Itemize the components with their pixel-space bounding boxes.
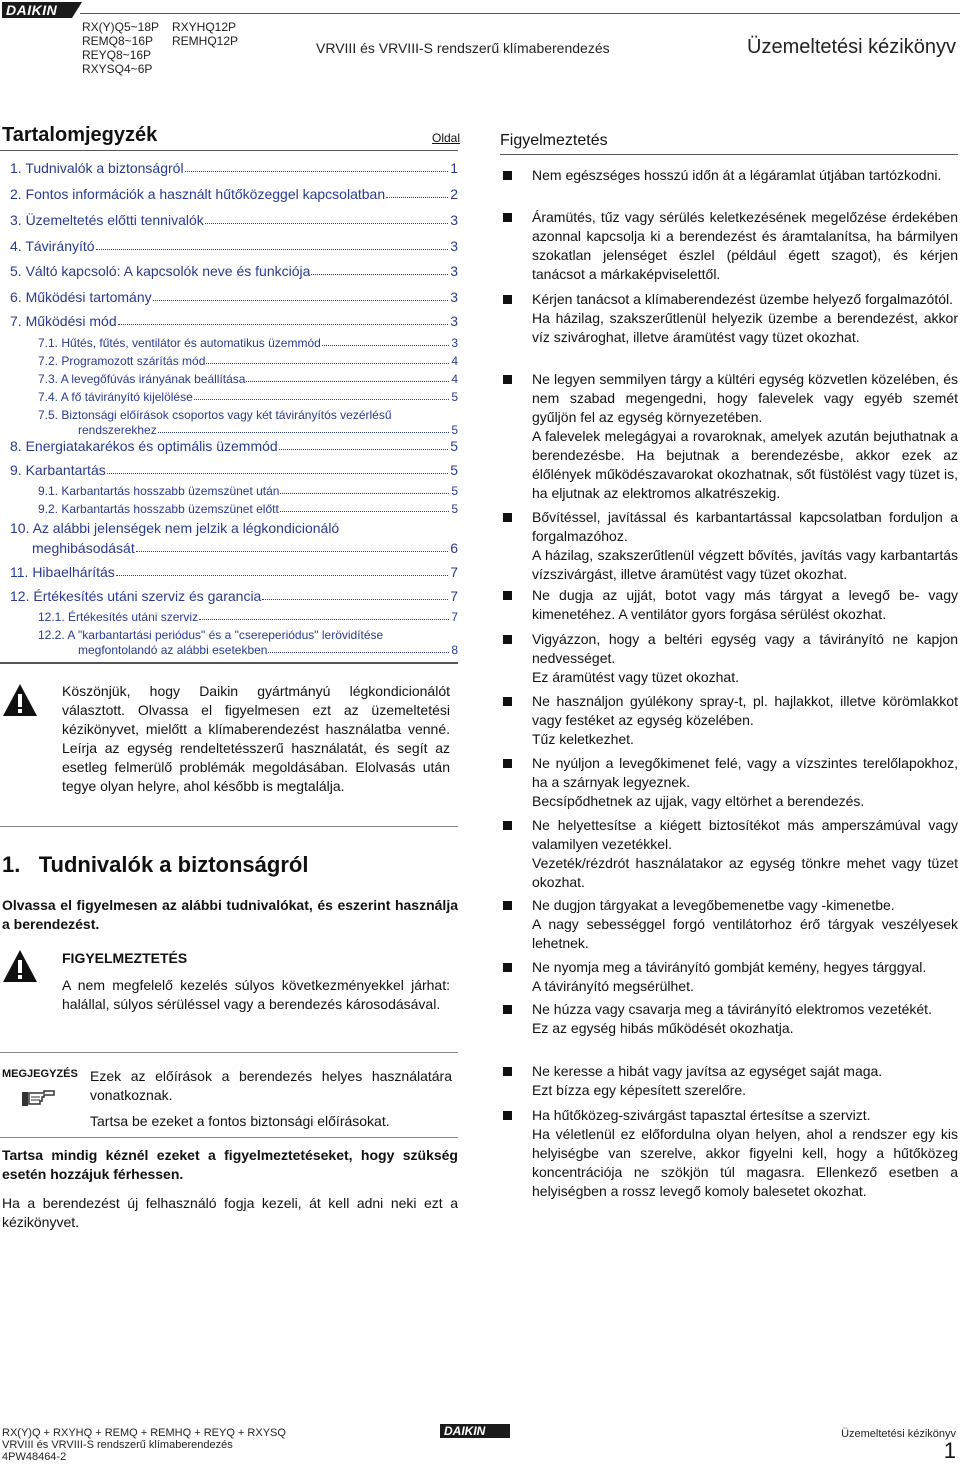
footer-meta (2, 1427, 286, 1463)
warning-item (500, 290, 958, 347)
warning-paragraph: Áramütés, tűz vagy sérülés keletkezésének megelőzése érdekében azonnal kapcsolja ki a berendezést és áramtalanítsa, ha bármilyen szokatlan jelenséget észlel (például égett szagot), és kérjen tanácsot a márkaképviselettől. (532, 209, 958, 282)
warning-paragraph: Becsípődhetnek az ujjak, vagy eltörhet a berendezés. (532, 793, 865, 809)
toc-entry-page: 2 (450, 186, 458, 202)
warning-paragraph: Tűz keletkezhet. (532, 731, 634, 747)
footer-subtitle: VRVIII és VRVIII-S rendszerű klímaberendezés (2, 1439, 233, 1451)
bullet-square-icon (503, 821, 512, 830)
header-doc-type: Üzemeltetési kézikönyv (747, 36, 956, 58)
toc-entry-label: 7.3. A levegőfúvás irányának beállítása (38, 372, 246, 386)
toc-leader-dots (153, 300, 449, 301)
warning-item-text (532, 630, 958, 687)
warning-paragraph: Ez az egység hibás működését okozhatja. (532, 1020, 794, 1036)
warning-item-text (532, 586, 958, 624)
model-list-1 (82, 20, 159, 76)
warning-item-text (532, 290, 958, 347)
warning-item (500, 754, 958, 811)
warning-item (500, 208, 958, 284)
daikin-logo: DAIKIN (2, 2, 72, 18)
toc-entry-label: 7.1. Hűtés, fűtés, ventilátor és automatikus üzemmód (38, 336, 321, 350)
toc-entry[interactable] (38, 610, 458, 624)
toc-entry-label: 1. Tudnivalók a biztonságról (10, 160, 184, 176)
toc-entry[interactable] (10, 462, 458, 478)
handover-text: Ha a berendezést új felhasználó fogja kezeli, át kell adni neki ezt a kézikönyvet. (2, 1195, 458, 1230)
warning-paragraph: Ne nyomja meg a távirányító gombját kemény, hegyes tárggyal. (532, 959, 927, 975)
warning-item (500, 508, 958, 584)
toc-entry[interactable] (38, 628, 458, 642)
section-lead: Olvassa el figyelmesen az alábbi tudnivalókat, és eszerint használja a berendezést. (2, 897, 458, 932)
warning-title: FIGYELMEZTETÉS (62, 950, 188, 966)
toc-entry[interactable] (38, 390, 458, 404)
warning-item (500, 1062, 958, 1100)
toc-entry[interactable] (38, 354, 458, 368)
toc-entry-page: 6 (450, 540, 458, 556)
warning-paragraph: Ne dugja az ujját, botot vagy más tárgyat a levegő be- vagy kimenetéhez. A ventilátor gyors forgása sérülést okozhat. (532, 587, 958, 622)
toc-leader-dots (199, 619, 449, 620)
divider (0, 1052, 458, 1053)
toc-entry[interactable] (10, 520, 458, 536)
toc-entry[interactable] (10, 186, 458, 202)
toc-leader-dots (268, 652, 449, 653)
bullet-square-icon (503, 171, 512, 180)
toc-leader-dots (96, 249, 449, 250)
toc-entry-page: 3 (451, 336, 458, 350)
bullet-square-icon (503, 1111, 512, 1120)
pointing-hand-icon (22, 1086, 56, 1110)
toc-entry-page: 5 (450, 438, 458, 454)
toc-entry-label: 12.2. A "karbantartási periódus" és a "csereperiódus" lerövidítése (38, 628, 384, 642)
warning-item-text (532, 816, 958, 892)
warning-paragraph: Ha hűtőközeg-szivárgást tapasztal értesítse a szervizt. (532, 1107, 871, 1123)
toc-entry[interactable] (10, 438, 458, 454)
toc-entry[interactable] (10, 238, 458, 254)
warning-item (500, 896, 958, 953)
toc-entry-label: rendszerekhez (78, 423, 157, 437)
warning-paragraph: Ne használjon gyúlékony spray-t, pl. hajlakkot, illetve körömlakkot vagy festéket az egység közelében. (532, 693, 958, 728)
toc-leader-dots (136, 551, 448, 552)
toc-entry-page: 5 (451, 484, 458, 498)
toc-entry-page: 7 (451, 610, 458, 624)
toc-entry-page: 8 (451, 643, 458, 657)
header-rule (80, 13, 960, 14)
divider (0, 1137, 458, 1138)
toc-entry-page: 5 (451, 423, 458, 437)
warning-paragraph: A házilag, szakszerűtlenül végzett bővítés, javítás vagy karbantartás vízszivárgást, illetve áramütést vagy tüzet okozhat. (532, 547, 958, 582)
warning-item-text (532, 692, 958, 749)
toc-entry-continued[interactable] (78, 643, 458, 657)
toc-entry-page: 7 (450, 588, 458, 604)
toc-entry-label: 6. Működési tartomány (10, 289, 152, 305)
toc-entry-label: 9. Karbantartás (10, 462, 106, 478)
model-item: REMHQ12P (172, 34, 239, 48)
bullet-square-icon (503, 591, 512, 600)
warning-item-text (532, 958, 958, 996)
toc-entry-page: 4 (451, 354, 458, 368)
warning-item (500, 816, 958, 892)
toc-leader-dots (279, 449, 449, 450)
warning-icon (2, 682, 38, 718)
warning-item-text (532, 370, 958, 503)
toc-entry-label: 3. Üzemeltetés előtti tennivalók (10, 212, 204, 228)
toc-entry-label: 7.5. Biztonsági előírások csoportos vagy két távirányítós vezérlésű (38, 408, 392, 422)
model-item: RXYSQ4~6P (82, 62, 153, 76)
toc-entry[interactable] (38, 502, 458, 516)
toc-entry-label: 4. Távirányító (10, 238, 95, 254)
section-number: 1. (2, 852, 21, 877)
section-title: Tudnivalók a biztonságról (38, 852, 309, 877)
toc-entry-label: 7.2. Programozott szárítás mód (38, 354, 206, 368)
toc-entry-continued[interactable] (78, 423, 458, 437)
toc-entry[interactable] (10, 212, 458, 228)
warning-item-text (532, 896, 958, 953)
toc-rule (0, 150, 458, 151)
page-number: 1 (943, 1438, 956, 1463)
toc-entry-label: 9.2. Karbantartás hosszabb üzemszünet előtt (38, 502, 279, 516)
toc-leader-dots (205, 223, 448, 224)
note-label: MEGJEGYZÉS (2, 1068, 78, 1080)
warning-paragraph: Nem egészséges hosszú időn át a légáramlat útjában tartózkodni. (532, 167, 942, 183)
bullet-square-icon (503, 963, 512, 972)
toc-entry-page: 4 (451, 372, 458, 386)
toc-entry-page: 3 (450, 212, 458, 228)
toc-entry[interactable] (38, 336, 458, 350)
warning-paragraph: Ne nyúljon a levegőkimenet felé, vagy a vízszintes terelőlapokhoz, ha a szárnyak legyeznek. (532, 755, 958, 790)
keep-handy-text: Tartsa mindig kéznél ezeket a figyelmeztetéseket, hogy szükség esetén hozzájuk férhessen. (2, 1147, 458, 1182)
divider (0, 662, 458, 664)
toc-entry[interactable] (38, 484, 458, 498)
toc-entry-page: 3 (450, 238, 458, 254)
intro-thanks: Köszönjük, hogy Daikin gyártmányú légkondicionálót választott. Olvassa el figyelmesen ezt az üzemeltetési kézikönyvet, mielőtt a klímaberendezést használatba venné. Leírja az egység rendeltetésszerű használatát, és segít az esetleg felmerülő problémák megoldásában. Elolvasás után tegye olyan helyre, ahol később is megtalálja. (62, 683, 450, 794)
toc-title: Tartalomjegyzék (2, 124, 158, 146)
bullet-square-icon (503, 1067, 512, 1076)
bullet-square-icon (503, 1005, 512, 1014)
toc-leader-dots (280, 493, 449, 494)
toc-entry-page: 3 (450, 289, 458, 305)
toc-entry-page: 1 (450, 160, 458, 176)
warning-paragraph: Ne dugjon tárgyakat a levegőbemenetbe vagy -kimenetbe. (532, 897, 895, 913)
toc-entry-page: 5 (451, 390, 458, 404)
toc-entry-label: 5. Váltó kapcsoló: A kapcsolók neve és funkciója (10, 263, 311, 279)
warning-paragraph: Bővítéssel, javítással és karbantartással kapcsolatban forduljon a forgalmazóhoz. (532, 509, 958, 544)
warning-paragraph: A falevelek melegágyai a rovaroknak, amelyek azután bejuthatnak a berendezésbe. Ha bejutnak a berendezésbe, akkor ezek az élőlények működészavarokat okozhatnak, sőt füstölést vagy tüzet is, ha eljutnak az elektromos alkatrészekig. (532, 428, 958, 501)
toc-leader-dots (262, 599, 448, 600)
warning-item (500, 370, 958, 503)
footer-doc-type: Üzemeltetési kézikönyv (841, 1428, 956, 1440)
toc-entry[interactable] (10, 588, 458, 604)
warning-paragraph: Ha házilag, szakszerűtlenül helyezik üzembe a berendezést, akkor víz szivároghat, illetve áramütést vagy tüzet okozhat. (532, 310, 958, 345)
warning-item (500, 692, 958, 749)
toc-leader-dots (116, 575, 448, 576)
header-subtitle: VRVIII és VRVIII-S rendszerű klímaberendezés (316, 40, 610, 56)
model-item: RX(Y)Q5~18P (82, 20, 160, 34)
warning-paragraph: Ez áramütést vagy tüzet okozhat. (532, 669, 739, 685)
toc-entry-continued[interactable] (32, 540, 458, 556)
bullet-square-icon (503, 901, 512, 910)
warning-item-text (532, 754, 958, 811)
toc-entry-label: 2. Fontos információk a használt hűtőközeggel kapcsolatban (10, 186, 386, 202)
bullet-square-icon (503, 513, 512, 522)
warning-item (500, 1106, 958, 1201)
toc-entry-label: megfontolandó az alábbi esetekben (78, 643, 268, 657)
divider (0, 826, 458, 827)
toc-entry-page: 3 (450, 313, 458, 329)
warnings-rule (500, 154, 958, 155)
toc-leader-dots (107, 473, 448, 474)
warning-item-text (532, 208, 958, 284)
toc-entry[interactable] (10, 564, 458, 580)
warning-paragraph: Ezt bízza egy képesített szerelőre. (532, 1082, 746, 1098)
model-item: REYQ8~16P (82, 48, 152, 62)
warning-paragraph: Kérjen tanácsot a klímaberendezést üzembe helyező forgalmazótól. (532, 291, 954, 307)
warning-icon (2, 948, 38, 984)
toc-leader-dots (194, 399, 450, 400)
warning-paragraph: Ne húzza vagy csavarja meg a távirányító elektromos vezetékét. (532, 1001, 932, 1017)
footer-docnum: 4PW48464-2 (2, 1451, 67, 1463)
warning-paragraph: Ne legyen semmilyen tárgy a kültéri egység közvetlen közelében, és nem szabad megengedni, hogy falevelek vagy egyéb szemét gyűljön fel az egység környezetében. (532, 371, 958, 425)
toc-entry[interactable] (10, 289, 458, 305)
warning-item (500, 1000, 958, 1038)
toc-leader-dots (280, 511, 450, 512)
toc-entry-label: 12. Értékesítés utáni szerviz és garancia (10, 588, 262, 604)
bullet-square-icon (503, 213, 512, 222)
toc-entry-label: 12.1. Értékesítés utáni szerviz (38, 610, 199, 624)
toc-leader-dots (206, 363, 449, 364)
warning-text: A nem megfelelő kezelés súlyos következményekkel járhat: halállal, súlyos sérüléssel vagy a berendezés károsodásával. (62, 977, 450, 1012)
toc-leader-dots (185, 171, 449, 172)
warning-paragraph: Ne helyettesítse a kiégett biztosítékot más amperszámúval vagy valamilyen vezetékkel. (532, 817, 958, 852)
bullet-square-icon (503, 295, 512, 304)
warnings-title: Figyelmeztetés (500, 132, 608, 149)
toc-entry-label: meghibásodását (32, 540, 135, 556)
toc-entry-label: 11. Hibaelhárítás (10, 564, 115, 580)
toc-page-label: Oldal (432, 131, 461, 145)
warning-paragraph: A távirányító megsérülhet. (532, 978, 694, 994)
toc-leader-dots (322, 345, 450, 346)
bullet-square-icon (503, 697, 512, 706)
toc-entry-page: 5 (451, 502, 458, 516)
toc-entry-label: 10. Az alábbi jelenségek nem jelzik a légkondicionáló (10, 520, 340, 536)
warning-item-text (532, 508, 958, 584)
toc-entry-label: 8. Energiatakarékos és optimális üzemmód (10, 438, 278, 454)
toc-entry[interactable] (38, 408, 458, 422)
warning-item-text (532, 166, 958, 185)
warning-paragraph: A nagy sebességgel forgó ventilátorhoz érő tárgyak veszélyesek lehetnek. (532, 916, 958, 951)
toc-entry[interactable] (38, 372, 458, 386)
toc-entry-label: 9.1. Karbantartás hosszabb üzemszünet után (38, 484, 280, 498)
model-list-2 (172, 20, 238, 48)
toc-entry-label: 7.4. A fő távirányító kijelölése (38, 390, 193, 404)
footer-daikin-logo: DAIKIN (440, 1424, 510, 1438)
warning-item-text (532, 1000, 958, 1038)
toc-entry-page: 7 (450, 564, 458, 580)
warning-item-text (532, 1106, 958, 1201)
bullet-square-icon (503, 375, 512, 384)
toc-entry[interactable] (10, 160, 458, 176)
bullet-square-icon (503, 635, 512, 644)
note-text-2: Tartsa be ezeket a fontos biztonsági előírásokat. (90, 1113, 390, 1129)
warning-item-text (532, 1062, 958, 1100)
toc-leader-dots (386, 197, 448, 198)
bullet-square-icon (503, 759, 512, 768)
toc-entry[interactable] (10, 263, 458, 279)
note-text-1: Ezek az előírások a berendezés helyes használatára vonatkoznak. (90, 1068, 452, 1103)
warning-paragraph: Ne keresse a hibát vagy javítsa az egységet saját maga. (532, 1063, 883, 1079)
footer-models: RX(Y)Q + RXYHQ + REMQ + REMHQ + REYQ + RXYSQ (2, 1427, 286, 1439)
toc-leader-dots (311, 274, 448, 275)
toc-entry-page: 5 (450, 462, 458, 478)
toc-entry[interactable] (10, 313, 458, 329)
warning-paragraph: Vigyázzon, hogy a beltéri egység vagy a távirányító ne kapjon nedvességet. (532, 631, 958, 666)
toc-leader-dots (158, 432, 450, 433)
section-heading (2, 852, 308, 878)
toc-leader-dots (246, 381, 449, 382)
warning-item (500, 958, 958, 996)
warning-paragraph: Ha véletlenül ez előfordulna olyan helyen, ahol a rendszer egy kis helyiségbe van szerelve, akkor figyelni kell, hogy a hűtőközeg koncentrációja ne szökjön túl magasra. Ellenkező esetben a helyiségben a rossz levegő komoly balesetet okozhat. (532, 1126, 958, 1199)
warning-item (500, 630, 958, 687)
toc-entry-page: 3 (450, 263, 458, 279)
model-item: REMQ8~16P (82, 34, 154, 48)
toc-entry-label: 7. Működési mód (10, 313, 117, 329)
warning-item (500, 166, 958, 185)
warning-item (500, 586, 958, 624)
model-item: RXYHQ12P (172, 20, 237, 34)
toc-leader-dots (118, 324, 449, 325)
warning-paragraph: Vezeték/rézdrót használatakor az egység tönkre mehet vagy tüzet okozhat. (532, 855, 958, 890)
